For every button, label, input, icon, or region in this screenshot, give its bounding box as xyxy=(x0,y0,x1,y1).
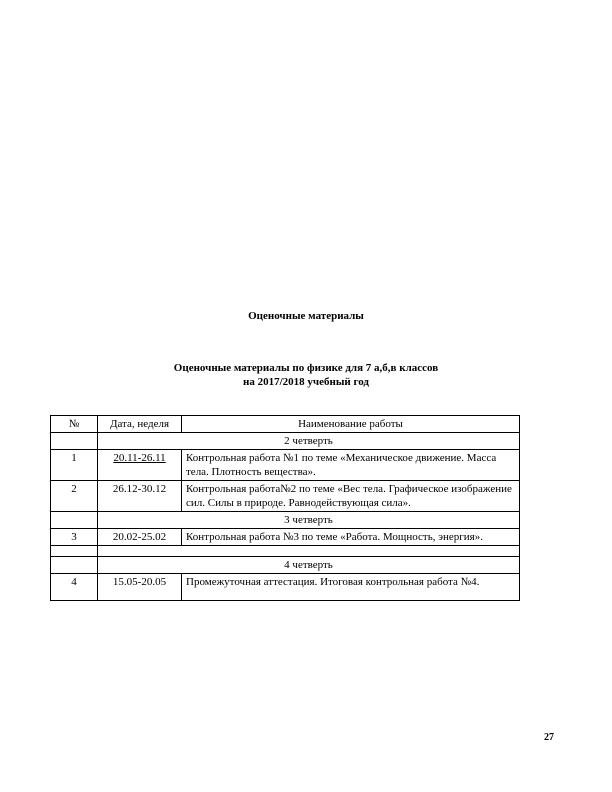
spacer-row xyxy=(51,546,520,557)
page-title: Оценочные материалы xyxy=(248,310,364,322)
header-date: Дата, неделя xyxy=(98,416,182,433)
quarter-label: 2 четверть xyxy=(98,433,520,450)
row-date: 26.12-30.12 xyxy=(98,481,182,512)
row-date: 20.11-26.11 xyxy=(98,450,182,481)
empty-cell xyxy=(98,546,520,557)
row-number: 2 xyxy=(51,481,98,512)
subtitle-line-2: на 2017/2018 учебный год xyxy=(243,376,369,388)
row-number: 1 xyxy=(51,450,98,481)
row-work-name: Контрольная работа №3 по теме «Работа. Мощность, энергия». xyxy=(182,529,520,546)
header-work-name: Наименование работы xyxy=(182,416,520,433)
table-header-row xyxy=(51,416,520,433)
document-subtitle xyxy=(0,361,612,389)
header-number: № xyxy=(51,416,98,433)
empty-cell xyxy=(51,433,98,450)
page-number: 27 xyxy=(544,732,554,743)
assessment-table xyxy=(50,415,520,601)
table-row xyxy=(51,450,520,481)
row-work-name: Контрольная работа №1 по теме «Механическое движение. Масса тела. Плотность вещества». xyxy=(182,450,520,481)
quarter-label: 4 четверть xyxy=(98,557,520,574)
table-row xyxy=(51,574,520,601)
table-row xyxy=(51,529,520,546)
row-work-name: Контрольная работа№2 по теме «Вес тела. Графическое изображение сил. Силы в природе. Равнодействующая сила». xyxy=(182,481,520,512)
empty-cell xyxy=(51,546,98,557)
row-number: 3 xyxy=(51,529,98,546)
empty-cell xyxy=(51,557,98,574)
row-work-name: Промежуточная аттестация. Итоговая контрольная работа №4. xyxy=(182,574,520,601)
row-date: 20.02-25.02 xyxy=(98,529,182,546)
empty-cell xyxy=(51,512,98,529)
row-number: 4 xyxy=(51,574,98,601)
subtitle-line-1: Оценочные материалы по физике для 7 а,б,в классов xyxy=(173,362,439,374)
row-date: 15.05-20.05 xyxy=(98,574,182,601)
quarter-label: 3 четверть xyxy=(98,512,520,529)
table-row xyxy=(51,481,520,512)
quarter-row xyxy=(51,512,520,529)
quarter-row xyxy=(51,433,520,450)
quarter-row xyxy=(51,557,520,574)
